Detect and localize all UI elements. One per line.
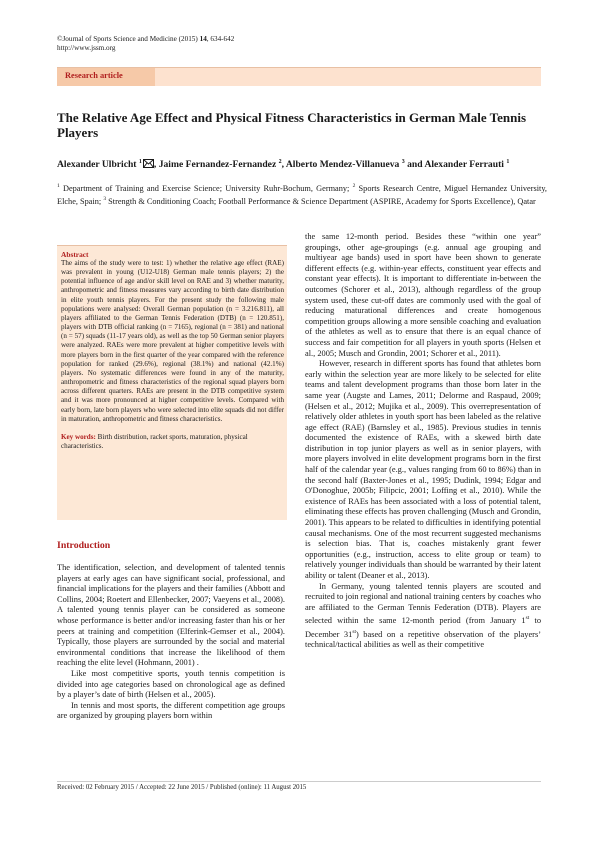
paper-title: The Relative Age Effect and Physical Fitness Characteristics in German Male Tennis Players [57,110,527,140]
author-name: , Alberto Mendez-Villanueva [281,159,402,171]
author-affil-ref: 3 [401,159,405,165]
affil-text: Department of Training and Exercise Science; University Ruhr-Bochum, Germany; [59,183,353,193]
author-affil-ref: 2 [278,159,282,165]
paragraph: The identification, selection, and development of talented tennis players at early ages can have significant social, professional, and financial implications for the players and their families (Abbott and Collins, 2004; Roetert and Ellenbecker, 2007; Vaeyens et al., 2008). A talented young tennis player can be considered as someone whose performance is better and/or increasing faster than his or her peers at training and competition (Elferink-Gemser et al., 2004). Typically, those players are surrounded by the social and material environmental conditions that increase the likelihood of them reaching the elite level (Hohmann, 2001) . [57,563,285,668]
abstract-text: The aims of the study were to test: 1) whether the relative age effect (RAE) was prevalent in young (U12-U18) German male tennis players; 2) the potential influence of age and/or skill level on RAE and 3) whether maturity, anthropometric and fitness measures vary according to birth date distribution in elite youth tennis players. For the present study the following male populations were analysed: Overall German population (n = 3.216.811), all players affiliated to the German Tennis Federation (DTB) (n = 120.851), players with DTB official ranking (n = 7165), regional (n = 381) and national (n = 57) squads (11-17 years old), as well as the top 50 German senior players were analyzed. RAEs were more prevalent at higher competitive levels with more players born in the first quarter of the year compared with the reference population for ranked (29.6%), regional (38.1%) and national (42.1%) players. No systematic differences were found in any of the maturity, anthropometric and fitness characteristics of the regional squad players born across different quarters. RAEs are present in the DTB competitive system and it was more pronounced at higher competitive levels. Compared with early born, late born players who were selected into elite squads did not differ in maturation, anthropometric and fitness characteristics. [61,259,284,423]
journal-url[interactable]: http://www.jssm.org [57,44,116,52]
author-list [57,157,547,172]
author-name: , Jaime Fernandez-Fernandez [153,159,279,171]
superscript: st [525,615,530,622]
paragraph [305,582,541,651]
section-label: Research article [65,71,123,80]
paragraph-text: to December 31 [305,616,542,639]
keywords [61,433,284,451]
paragraph: In tennis and most sports, the different competition age groups are organized by grouping players born within [57,700,285,721]
journal-pages: , 634-642 [206,35,235,43]
paragraph-text: ) based on a repetitive observation of the players’ technical/tactical abilities as well as their competitive [305,629,541,650]
author-name: Alexander Ulbricht [57,159,139,171]
publication-dates: Received: 02 February 2015 / Accepted: 22 June 2015 / Published (online): 11 August 2015 [57,784,307,791]
author-affil-ref: 1 [506,159,510,165]
affiliations [57,181,547,207]
footer-divider [57,781,541,782]
paragraph: Like most competitive sports, youth tennis competition is divided into age categories based on chronological age as defined by a player’s date of birth (Helsen et al., 2005). [57,668,285,700]
email-icon[interactable] [143,159,154,172]
introduction-heading: Introduction [57,540,111,551]
journal-volume: 14 [199,35,207,43]
affil-text: Strength & Conditioning Coach; Football Performance & Science Department (ASPIRE, Academy for Sports Excellence), Qatar [106,196,536,206]
journal-header [57,35,234,53]
affil-number: 3 [103,196,107,203]
superscript: st [352,628,356,635]
journal-name: ©Journal of Sports Science and Medicine (2015) [57,35,198,43]
left-column [57,563,285,722]
right-column [305,232,541,651]
section-label-bar [57,67,541,86]
abstract-box [57,245,287,520]
author-name: and Alexander Ferrauti [404,159,507,171]
author-affil-ref: 1 [138,159,142,165]
abstract-heading: Abstract [61,250,89,259]
paragraph-text: In Germany, young talented tennis players are scouted and recruited to join regional and national training centers by coaches who are affiliated to the German Tennis Federation (DTB). Players are selected within the same 12-month period (from January 1 [305,581,541,626]
paragraph: However, research in different sports has found that athletes born early within the selection year are more likely to be selected for elite teams and talent development programs than those born later in the same year (Augste and Lames, 2011; Delorme and Raspaud, 2009; (Helsen et al., 2012; Mujika et al., 2009). This overrepresentation of relatively older athletes in youth sport has been labeled as the relative age effect (RAE) (Barnsley et al., 1985). Previous studies in tennis documented the existence of RAEs, with a skewed birth date distribution in top junior players as well as in senior players, with more players involved in elite development programs born in the first half of the calendar year (e.g., values ranging from 60 to 86%) than in the second half (Baxter-Jones et al., 1995; Dudink, 1994; Edgar and O'Donoghue, 2005b; Filipcic, 2001; Loffing et al., 2010). While the existence of RAEs has been associated with a loss of potential talent, eliminating these effects has proven challenging (Musch and Grondin, 2001). This appears to be related to difficulties in identifying potential causal mechanisms. One of the most recurrent suggested mechanisms is selection bias. That is, coaches mistakenly grant fewer opportunities (e.g., instruction, access to elite group or team) to relatively younger individuals than should be warranted by their latent ability or talent (Deaner et al., 2013). [305,359,541,580]
keywords-text: Birth distribution, racket sports, maturation, physical characteristics. [61,432,248,450]
affil-text: Sports Research Centre, Miguel Hernandez University, Elche, Spain; [57,183,547,206]
affil-number: 2 [352,183,356,189]
keywords-label: Key words: [61,432,96,441]
paragraph: the same 12-month period. Besides these “within one year” groupings, other age-groupings (e.g. annual age grouping and multiyear age bands) used in sport have been shown to generate different effects (e.g. within-year effects, constituent year effects and constant year effects). It is important to differentiate in-between the outcomes (Schorer et al., 2013), although regardless of the group system used, these cut-off dates are commonly used with the goal of reducing maturational differences and create homogenous competition groups allowing a more sensible coaching and evaluation of the athletes as well as to ensure that there is an equal chance of success and fair competition for all players in youth sports (Helsen et al., 2005; Musch and Grondin, 2001; Schorer et al., 2011). [305,232,541,358]
affil-number: 1 [57,183,60,189]
